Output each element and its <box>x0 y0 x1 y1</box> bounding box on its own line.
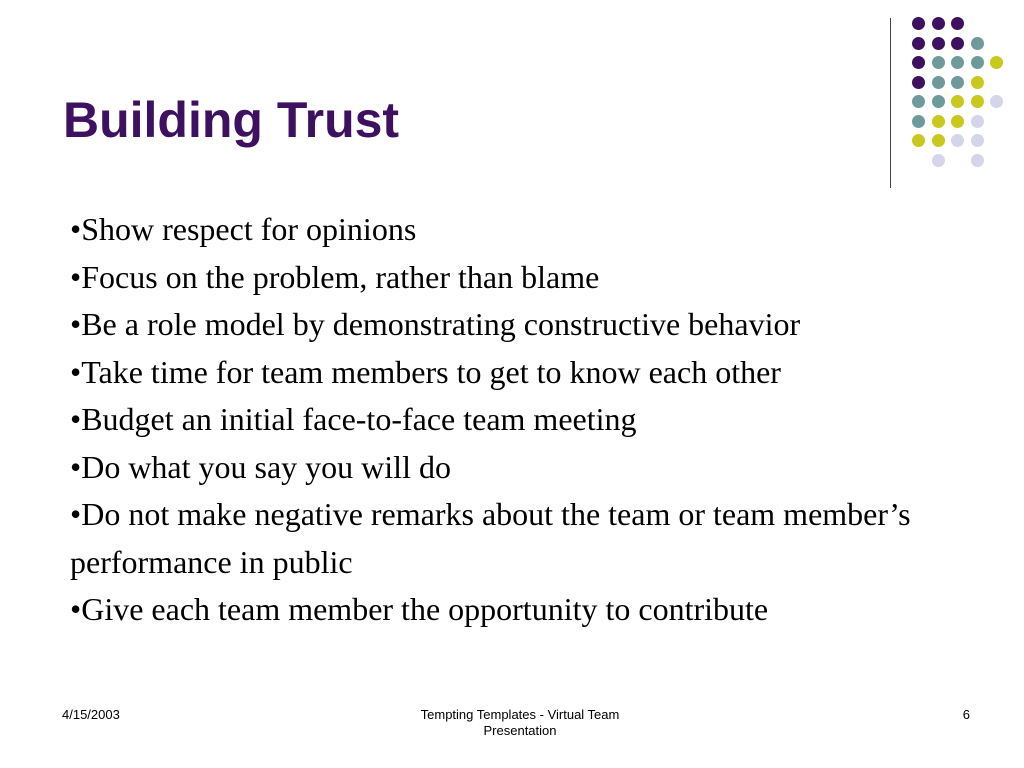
decorative-dot <box>951 134 964 147</box>
decorative-dot <box>932 37 945 50</box>
decorative-dot <box>932 56 945 69</box>
decorative-dot <box>932 115 945 128</box>
bullet-item: •Budget an initial face-to-face team meeting <box>70 401 637 437</box>
decorative-dot <box>932 154 945 167</box>
bullet-item: •Give each team member the opportunity to contribute <box>70 591 769 627</box>
decorative-dot <box>951 76 964 89</box>
decorative-dot <box>990 56 1003 69</box>
bullet-item: •Be a role model by demonstrating constructive behavior <box>70 306 801 342</box>
decorative-dot <box>951 95 964 108</box>
footer-page-number: 6 <box>962 707 970 722</box>
decorative-dot <box>971 95 984 108</box>
decorative-dot <box>932 76 945 89</box>
decorative-dot <box>971 76 984 89</box>
decorative-dot <box>932 17 945 30</box>
decorative-dot <box>971 56 984 69</box>
decorative-dot <box>951 56 964 69</box>
footer-title <box>370 707 670 739</box>
footer-title-line: Presentation <box>483 723 557 738</box>
decorative-dot <box>971 154 984 167</box>
decorative-dot <box>932 95 945 108</box>
slide-title: Building Trust <box>63 92 400 148</box>
decorative-dot <box>951 17 964 30</box>
bullet-item: •Focus on the problem, rather than blame <box>70 258 600 295</box>
decorative-dot <box>912 134 925 147</box>
footer-date: 4/15/2003 <box>62 707 120 722</box>
decorative-dot <box>932 134 945 147</box>
bullet-item: •Take time for team members to get to know each other <box>70 353 781 390</box>
decorative-dot <box>912 17 925 30</box>
vertical-divider <box>890 18 891 188</box>
bullet-item: •Do what you say you will do <box>70 448 451 485</box>
bullet-item: •Show respect for opinions <box>70 211 417 247</box>
decorative-dot <box>912 56 925 69</box>
decorative-dot <box>912 95 925 108</box>
decorative-dot <box>912 37 925 50</box>
decorative-dot <box>971 37 984 50</box>
bullet-list <box>70 206 1010 634</box>
decorative-dot <box>951 37 964 50</box>
decorative-dot <box>990 95 1003 108</box>
decorative-dot <box>971 115 984 128</box>
decorative-dot <box>912 76 925 89</box>
decorative-dot <box>912 115 925 128</box>
decorative-dot <box>971 134 984 147</box>
decorative-dot <box>951 115 964 128</box>
footer-title-line: Tempting Templates - Virtual Team <box>420 707 620 722</box>
bullet-item: •Do not make negative remarks about the team or team member’s performance in public <box>70 496 911 580</box>
